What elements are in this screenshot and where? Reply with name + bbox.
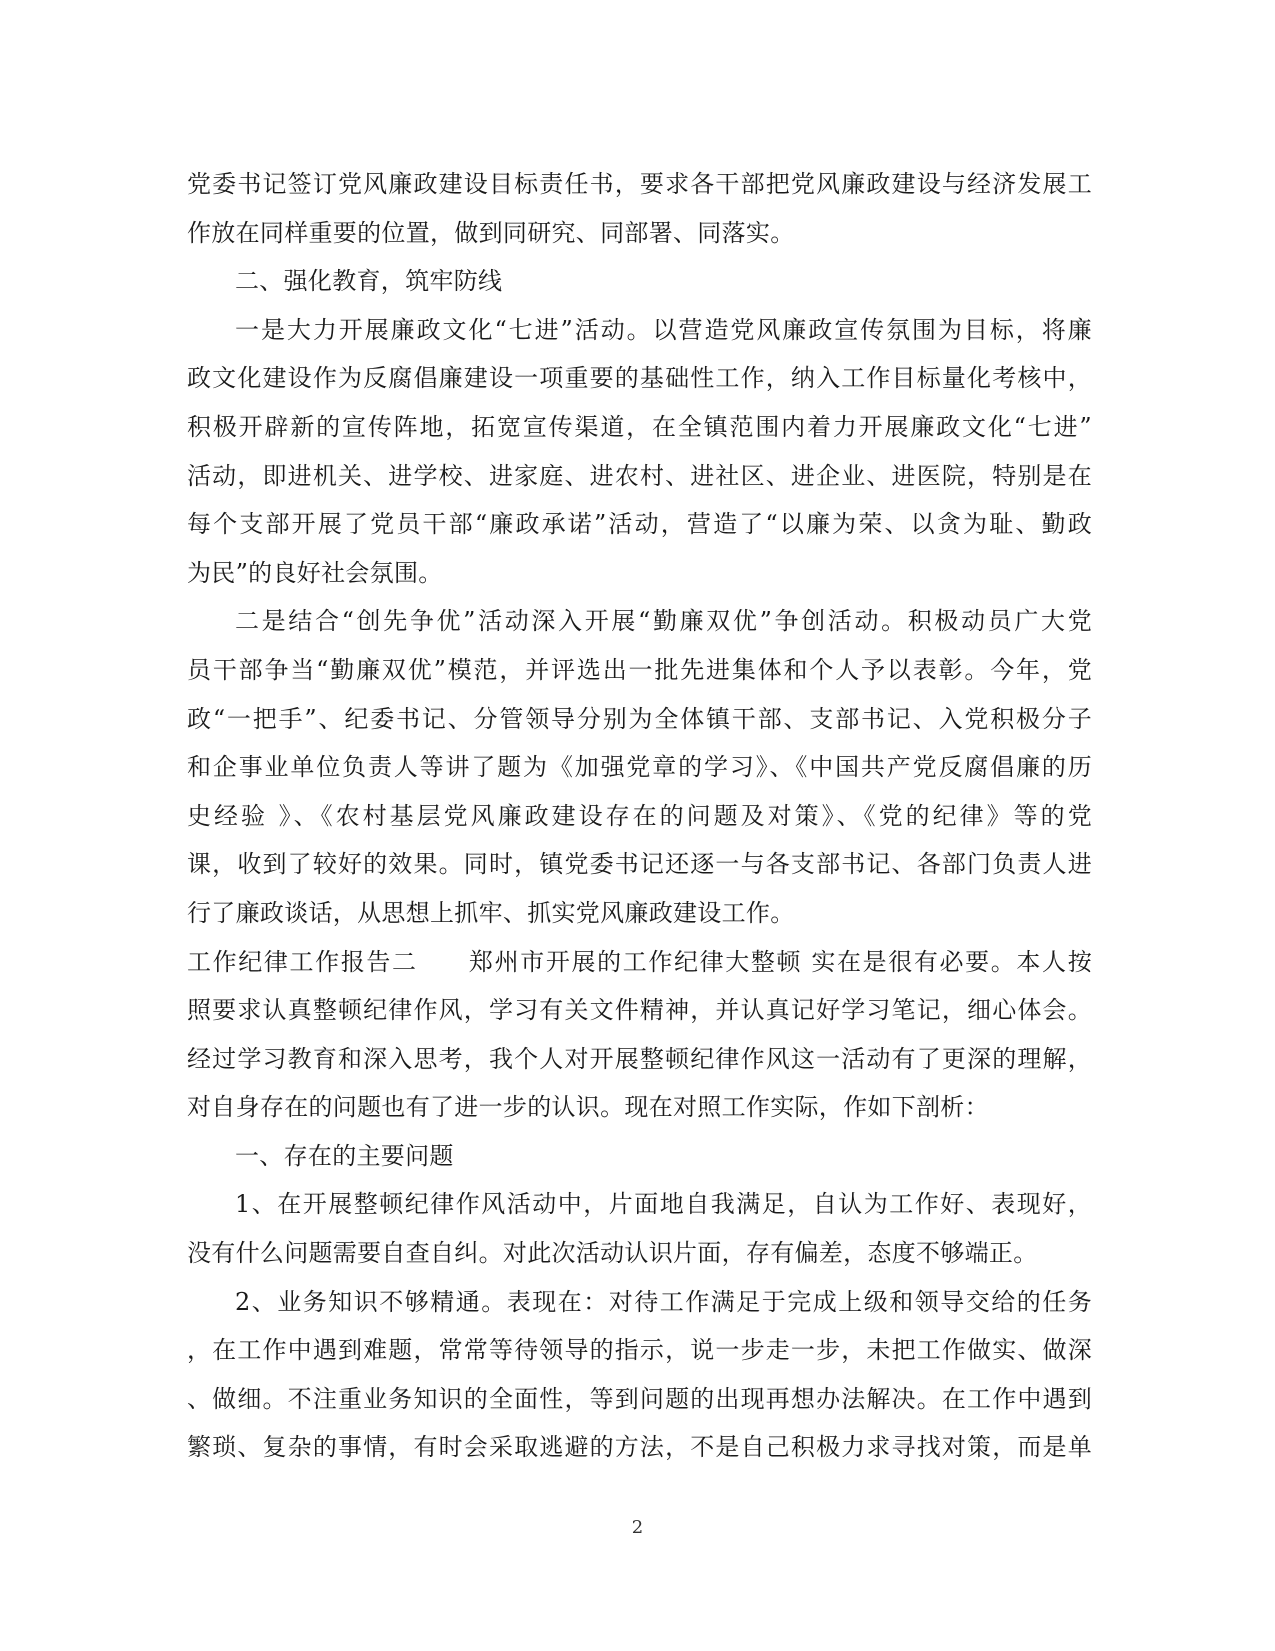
- section-heading: 二、强化教育，筑牢防线: [235, 267, 503, 296]
- text-line: 为民”的良好社会氛围。: [187, 558, 443, 587]
- text-line: ，在工作中遇到难题，常常等待领导的指示，说一步走一步，未把工作做实、做深: [187, 1336, 1092, 1365]
- text-line: 繁琐、复杂的事情，有时会采取逃避的方法，不是自己积极力求寻找对策，而是单: [187, 1433, 1092, 1462]
- text-line: 经过学习教育和深入思考，我个人对开展整顿纪律作风这一活动有了更深的理解，: [187, 1044, 1092, 1073]
- text-line: 2、业务知识不够精通。表现在：对待工作满足于完成上级和领导交给的任务: [235, 1287, 1092, 1316]
- text-line: 政“一把手”、纪委书记、分管领导分别为全体镇干部、支部书记、入党积极分子: [187, 704, 1092, 733]
- text-line: 作放在同样重要的位置，做到同研究、同部署、同落实。: [187, 218, 795, 247]
- text-line: 每个支部开展了党员干部“廉政承诺”活动，营造了“以廉为荣、以贪为耻、勤政: [187, 510, 1092, 539]
- text-line: 积极开辟新的宣传阵地，拓宽宣传渠道，在全镇范围内着力开展廉政文化“七进”: [187, 412, 1092, 441]
- page-number: 2: [631, 1517, 644, 1538]
- text-line: 没有什么问题需要自查自纠。对此次活动认识片面，存有偏差，态度不够端正。: [187, 1239, 1038, 1268]
- text-line: 1、在开展整顿纪律作风活动中，片面地自我满足，自认为工作好、表现好，: [235, 1190, 1092, 1219]
- text-line: 二是结合“创先争优”活动深入开展“勤廉双优”争创活动。积极动员广大党: [235, 607, 1092, 636]
- report-title-line: 工作纪律工作报告二 郑州市开展的工作纪律大整顿 实在是很有必要。本人按: [187, 947, 1092, 976]
- text-line: 课，收到了较好的效果。同时，镇党委书记还逐一与各支部书记、各部门负责人进: [187, 850, 1092, 879]
- text-line: 史经验 》、《农村基层党风廉政建设存在的问题及对策》、《党的纪律》等的党: [187, 801, 1092, 830]
- text-line: 一是大力开展廉政文化“七进”活动。以营造党风廉政宣传氛围为目标，将廉: [235, 315, 1092, 344]
- text-line: 员干部争当“勤廉双优”模范，并评选出一批先进集体和个人予以表彰。今年，党: [187, 655, 1092, 684]
- text-line: 政文化建设作为反腐倡廉建设一项重要的基础性工作，纳入工作目标量化考核中，: [187, 364, 1092, 393]
- text-line: 照要求认真整顿纪律作风，学习有关文件精神，并认真记好学习笔记，细心体会。: [187, 996, 1092, 1025]
- text-line: 活动，即进机关、进学校、进家庭、进农村、进社区、进企业、进医院，特别是在: [187, 461, 1092, 490]
- text-line: 、做细。不注重业务知识的全面性，等到问题的出现再想办法解决。在工作中遇到: [187, 1384, 1092, 1413]
- text-line: 对自身存在的问题也有了进一步的认识。现在对照工作实际，作如下剖析：: [187, 1093, 989, 1122]
- document-body: [187, 160, 1092, 1472]
- text-line: 党委书记签订党风廉政建设目标责任书，要求各干部把党风廉政建设与经济发展工: [187, 170, 1092, 198]
- text-line: 和企事业单位负责人等讲了题为《加强党章的学习》、《中国共产党反腐倡廉的历: [187, 753, 1092, 782]
- section-heading: 一、存在的主要问题: [235, 1141, 454, 1170]
- text-line: 行了廉政谈话，从思想上抓牢、抓实党风廉政建设工作。: [187, 898, 795, 927]
